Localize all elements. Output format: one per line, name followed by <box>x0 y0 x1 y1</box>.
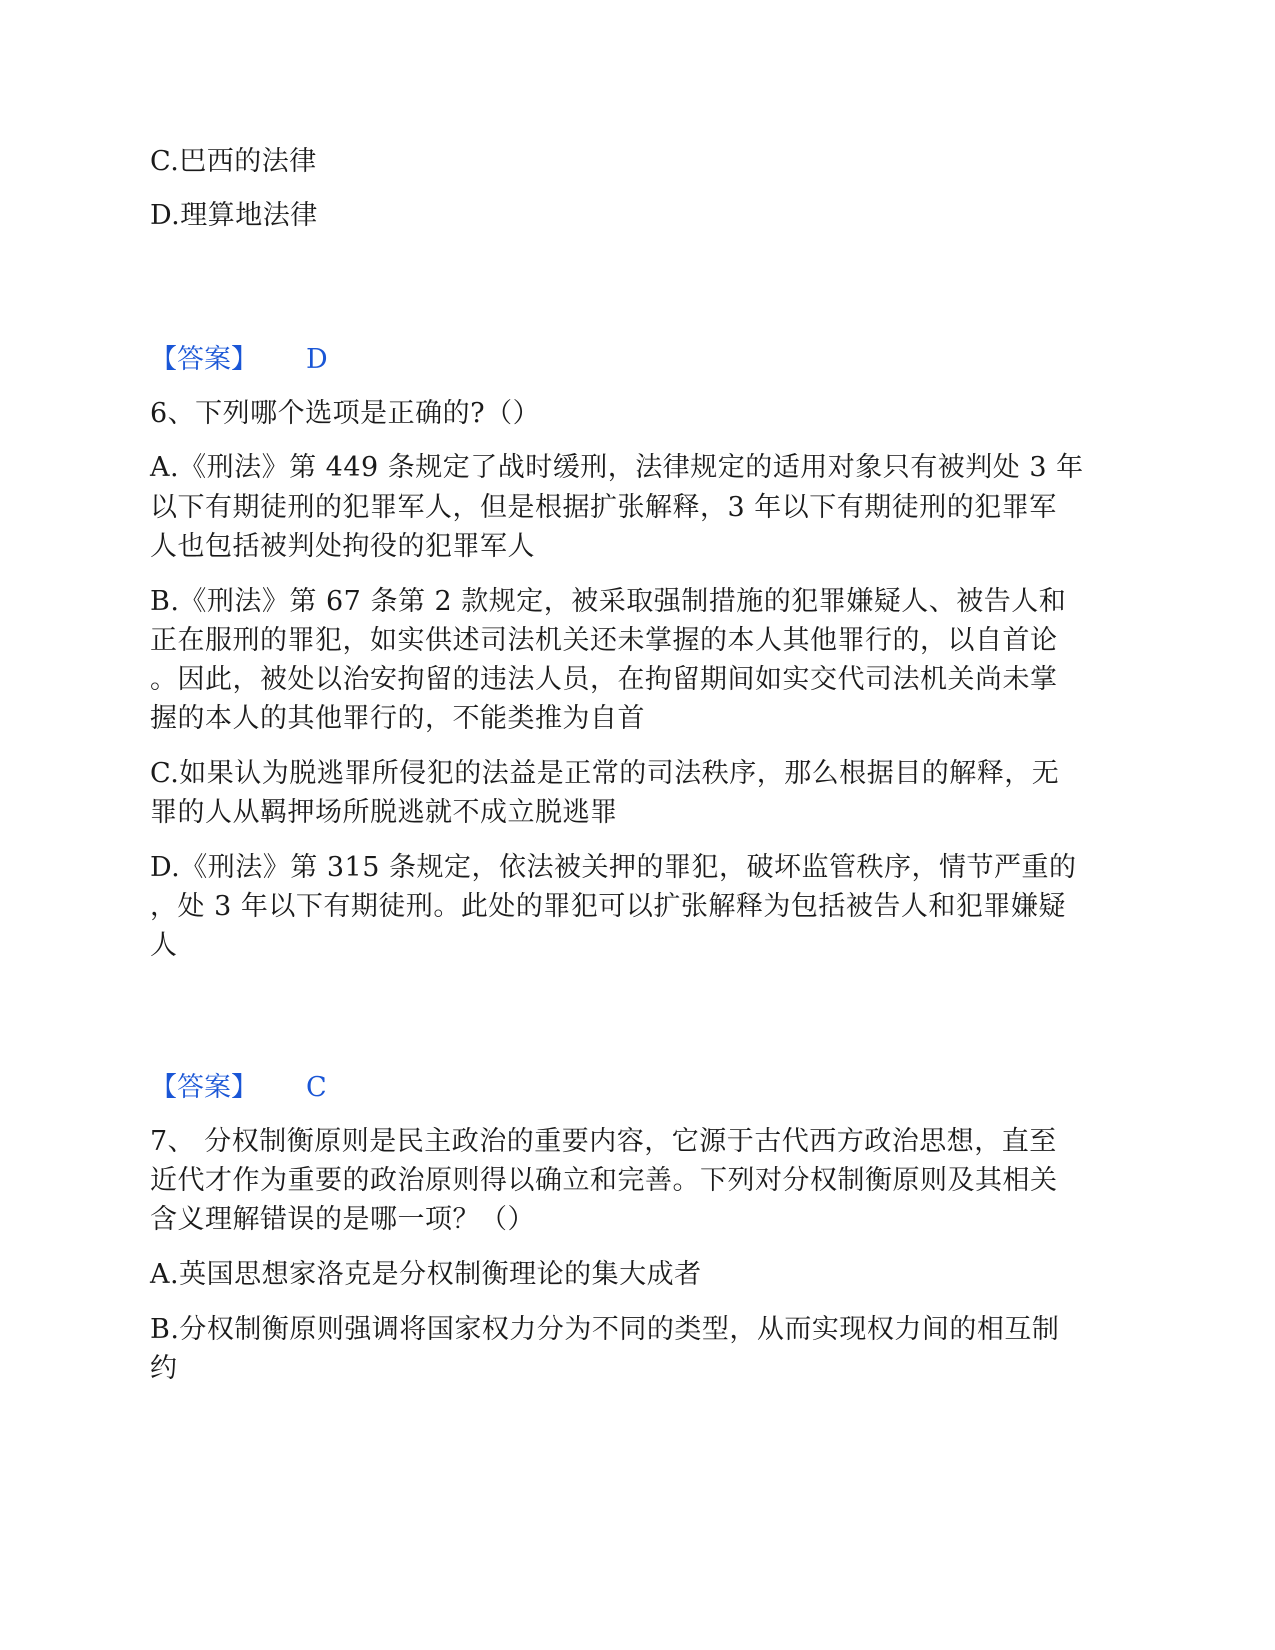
q6-option-b-line4: 握的本人的其他罪行的，不能类推为自首 <box>150 703 645 734</box>
q7-option-a: A.英国思想家洛克是分权制衡理论的集大成者 <box>150 1259 702 1290</box>
q7-stem-line2: 近代才作为重要的政治原则得以确立和完善。下列对分权制衡原则及其相关 <box>150 1165 1058 1196</box>
q7-option-b-line2: 约 <box>150 1353 178 1384</box>
answer-label: 【答案】 <box>150 344 258 375</box>
answer-block-prev <box>150 340 328 380</box>
prev-option-c: C.巴西的法律 <box>150 146 317 177</box>
q6-option-a-line3: 人也包括被判处拘役的犯罪军人 <box>150 531 535 562</box>
q6-option-b-line2: 正在服刑的罪犯，如实供述司法机关还未掌握的本人其他罪行的，以自首论 <box>150 625 1058 656</box>
q6-stem: 6、下列哪个选项是正确的?（） <box>150 398 541 429</box>
prev-option-d: D.理算地法律 <box>150 200 318 231</box>
q6-option-d-line3: 人 <box>150 930 178 961</box>
q6-option-d-line1: D.《刑法》第 315 条规定，依法被关押的罪犯，破坏监管秩序，情节严重的 <box>150 852 1077 883</box>
q6-option-b-line1: B.《刑法》第 67 条第 2 款规定，被采取强制措施的犯罪嫌疑人、被告人和 <box>150 586 1067 617</box>
q6-option-a-line1: A.《刑法》第 449 条规定了战时缓刑，法律规定的适用对象只有被判处 3 年 <box>150 452 1084 483</box>
q6-option-b-line3: 。因此，被处以治安拘留的违法人员，在拘留期间如实交代司法机关尚未掌 <box>150 664 1058 695</box>
q6-option-d-line2: ，处 3 年以下有期徒刑。此处的罪犯可以扩张解释为包括被告人和犯罪嫌疑 <box>150 891 1066 922</box>
answer-value: D <box>306 344 328 375</box>
answer-value: C <box>306 1072 327 1103</box>
q6-option-c-line1: C.如果认为脱逃罪所侵犯的法益是正常的司法秩序，那么根据目的解释，无 <box>150 758 1060 789</box>
q6-option-a-line2: 以下有期徒刑的犯罪军人，但是根据扩张解释，3 年以下有期徒刑的犯罪军 <box>150 492 1057 523</box>
q7-stem-line3: 含义理解错误的是哪一项？（） <box>150 1204 535 1235</box>
answer-label: 【答案】 <box>150 1072 258 1103</box>
q6-option-c-line2: 罪的人从羁押场所脱逃就不成立脱逃罪 <box>150 797 618 828</box>
q7-stem-line1: 7、 分权制衡原则是民主政治的重要内容，它源于古代西方政治思想，直至 <box>150 1126 1057 1157</box>
answer-block-q6 <box>150 1068 327 1108</box>
q7-option-b-line1: B.分权制衡原则强调将国家权力分为不同的类型，从而实现权力间的相互制 <box>150 1314 1060 1345</box>
